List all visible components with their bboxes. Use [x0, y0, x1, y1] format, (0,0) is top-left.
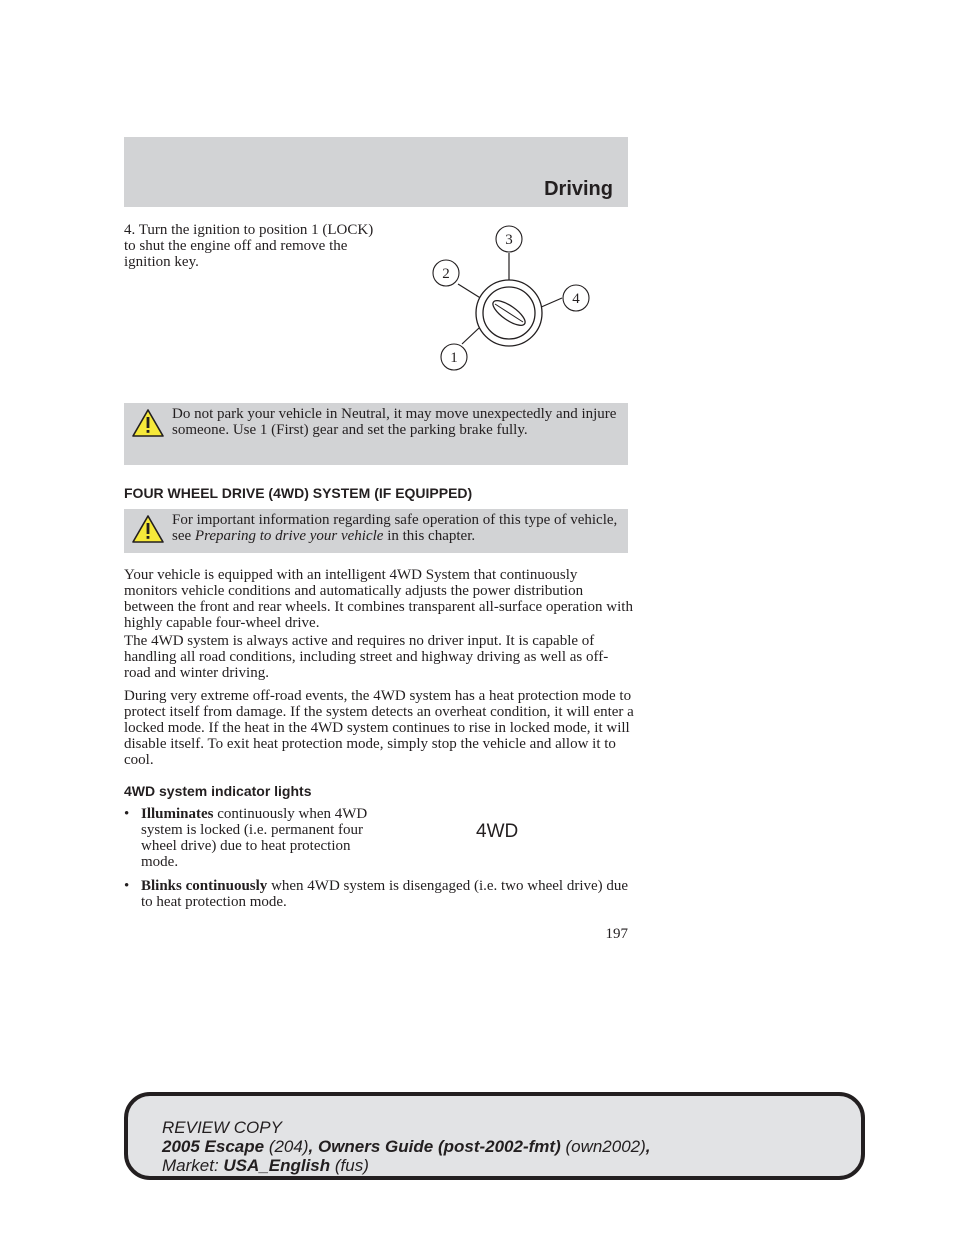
position-4-leader [539, 298, 562, 308]
footer-separator: , [645, 1137, 651, 1156]
section-header-band [124, 137, 628, 207]
chapter-reference-link[interactable]: Preparing to drive your vehicle [194, 528, 384, 544]
section-heading-4wd: FOUR WHEEL DRIVE (4WD) SYSTEM (IF EQUIPPED) [124, 485, 473, 501]
position-4-label: 4 [572, 291, 580, 307]
warning-triangle-icon [131, 514, 165, 544]
footer-market: USA_English [223, 1156, 331, 1175]
bullet-text: continuously when 4WD system is locked (i.e. permanent four wheel drive) due to heat protection mode. [141, 806, 368, 870]
paragraph-4wd-active: The 4WD system is always active and requires no driver input. It is capable of handling all road conditions, including street and highway driving as well as off-road and winter driving. [124, 633, 609, 681]
park-warning-text: Do not park your vehicle in Neutral, it may move unexpectedly and injure someone. Use 1 (First) gear and set the parking brake fully. [172, 406, 617, 438]
4wd-warning-text: For important information regarding safe operation of this type of vehicle, see [172, 512, 618, 544]
bullet-lead: Illuminates [141, 806, 214, 822]
review-copy-footer-text [162, 1118, 651, 1175]
footer-review-label: REVIEW COPY [162, 1118, 282, 1137]
footer-guide-code: (own2002) [560, 1137, 646, 1156]
warning-triangle-icon [131, 408, 165, 438]
4wd-warning-text-end: in this chapter. [383, 528, 476, 544]
footer-model-code: (204) [264, 1137, 309, 1156]
footer-guide: Owners Guide (post-2002-fmt) [317, 1137, 561, 1156]
paragraph-4wd-heat-protection: During very extreme off-road events, the 4WD system has a heat protection mode to protect itself from damage. If the system detects an overheat condition, it will enter a locked mode. If the heat in the 4WD system continues to rise in locked mode, it will disable itself. To exit heat protection mode, simply stop the vehicle and allow it to cool. [124, 688, 634, 768]
ignition-position-diagram [426, 222, 596, 377]
position-3-label: 3 [505, 232, 513, 248]
position-1-label: 1 [450, 350, 458, 366]
position-2-label: 2 [442, 266, 450, 282]
subheading-indicator-lights: 4WD system indicator lights [124, 783, 312, 799]
footer-separator: , [308, 1137, 318, 1156]
bullet-text: when 4WD system is disengaged (i.e. two wheel drive) due to heat protection mode. [141, 878, 629, 910]
footer-model: 2005 Escape [162, 1137, 265, 1156]
ignition-step-text: 4. Turn the ignition to position 1 (LOCK) to shut the engine off and remove the ignition key. [124, 222, 374, 270]
paragraph-4wd-intro: Your vehicle is equipped with an intelligent 4WD System that continuously monitors vehicle conditions and automatically adjusts the power distribution between the front and rear wheels. It combines transparent all-surface operation with highly capable four-wheel drive. [124, 567, 633, 631]
4wd-indicator-symbol: 4WD [476, 821, 519, 842]
bullet-mark: • [124, 806, 130, 822]
section-title: Driving [544, 178, 613, 200]
position-2-leader [458, 284, 482, 299]
page-number: 197 [605, 926, 628, 942]
bullet-lead: Blinks continuously [141, 878, 268, 894]
ignition-lock-cylinder [476, 280, 542, 346]
position-1-leader [462, 328, 479, 344]
4wd-warning-box [124, 509, 628, 553]
park-warning-box [124, 403, 628, 465]
footer-market-code: (fus) [330, 1156, 369, 1175]
footer-market-label: Market: [162, 1156, 224, 1175]
bullet-mark: • [124, 878, 130, 894]
